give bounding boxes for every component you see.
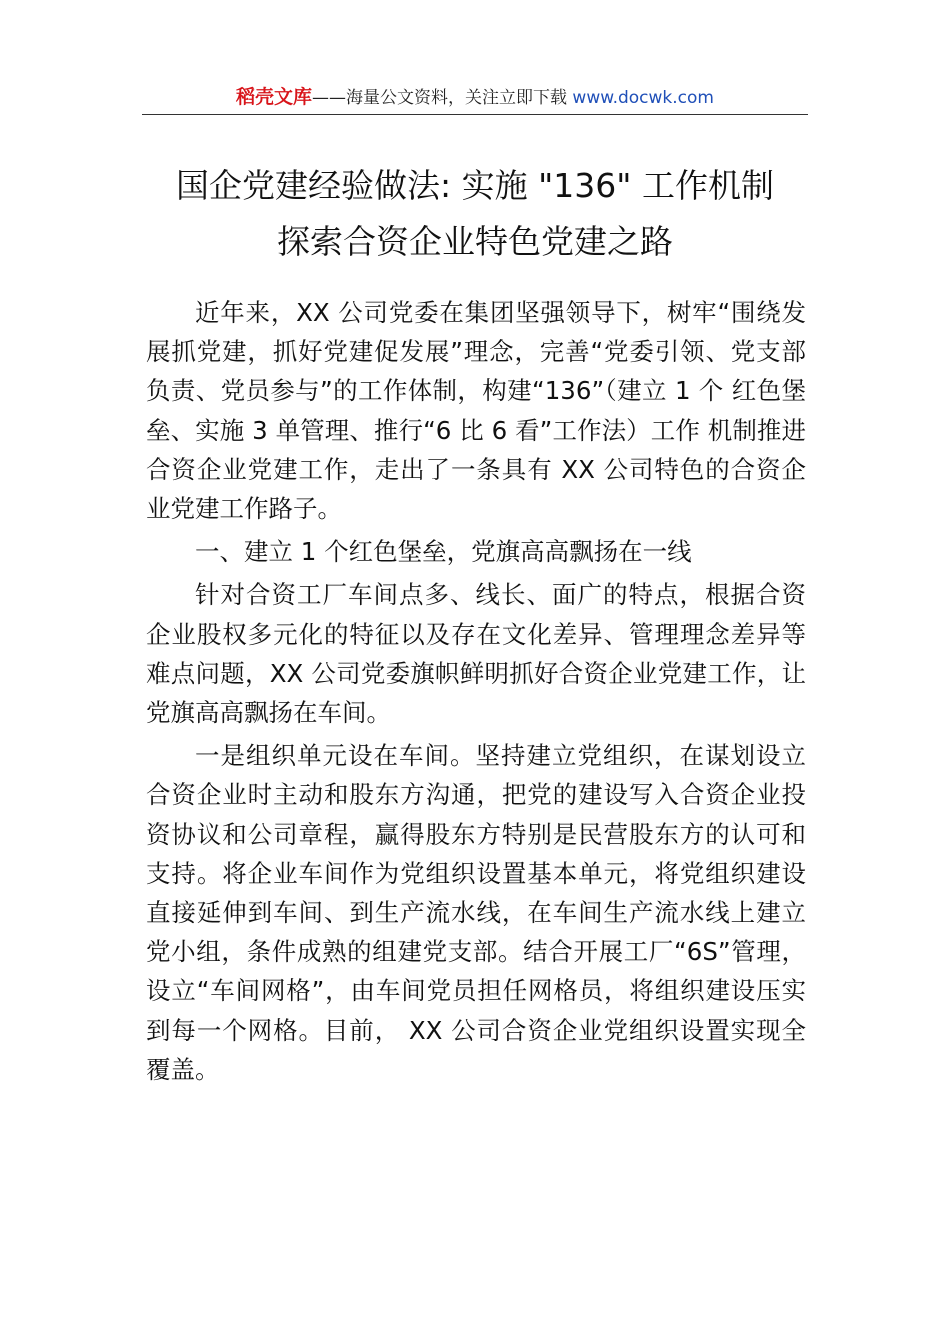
- title-line-1: 国企党建经验做法: 实施 "136" 工作机制: [176, 166, 774, 205]
- website-link[interactable]: www.docwk.com: [572, 88, 714, 108]
- title-line-2: 探索合资企业特色党建之路: [277, 222, 673, 261]
- body-paragraph: 近年来，XX 公司党委在集团坚强领导下，树牢“围绕发展抓党建，抓好党建促发展”理念，完善“党委引领、党支部负责、党员参与”的工作体制，构建“136”（建立 1 个 红色堡垒、实施 3 单管理、推行“6 比 6 看”工作法）工作 机制推进合资企业党建工作，走出了一条具有 XX 公司特色的合资企业党建工作路子。: [146, 298, 806, 524]
- header-divider: [142, 114, 808, 115]
- section-heading: 一、建立 1 个红色堡垒，党旗高高飘扬在一线: [195, 537, 692, 567]
- brand-name: 稻壳文库: [236, 86, 313, 108]
- page-title: [120, 158, 830, 270]
- document-body: [146, 293, 806, 1093]
- body-paragraph: 一是组织单元设在车间。坚持建立党组织，在谋划设立合资企业时主动和股东方沟通，把党的建设写入合资企业投资协议和公司章程，赢得股东方特别是民营股东方的认可和支持。将企业车间作为党组织设置基本单元，将党组织建设直接延伸到车间、到生产流水线，在车间生产流水线上建立党小组，条件成熟的组建党支部。结合开展工厂“6S”管理，设立“车间网格”，由车间党员担任网格员，将组织建设压实到每一个网格。目前， XX 公司合资企业党组织设置实现全覆盖。: [146, 741, 806, 1084]
- body-paragraph: 针对合资工厂车间点多、线长、面广的特点，根据合资企业股权多元化的特征以及存在文化差异、管理理念差异等难点问题，XX 公司党委旗帜鲜明抓好合资企业党建工作，让党旗高高飘扬在车间。: [146, 580, 806, 728]
- document-header: [142, 84, 808, 114]
- header-tagline: ——海量公文资料，关注立即下载: [312, 88, 568, 108]
